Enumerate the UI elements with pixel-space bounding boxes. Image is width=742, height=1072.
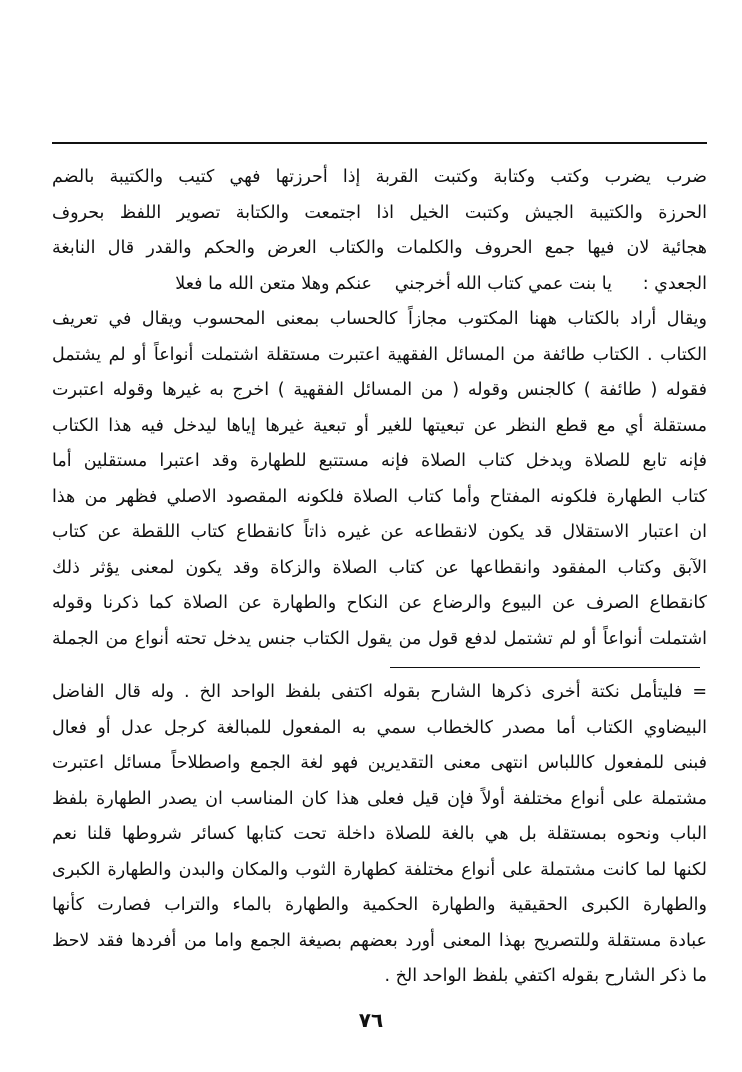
text-line: فإنه تابع للصلاة ويدخل كتاب الصلاة فإنه مستتبع للطهارة وقد اعتبرا مستقلين أما [52, 451, 707, 471]
text-line: ويقال أراد بالكتاب ههنا المكتوب مجازاً كالحساب بمعنى المحسوب ويقال في تعريف [52, 309, 707, 329]
poetry-verse [52, 267, 707, 303]
footnote-line: البيضاوي الكتاب أما مصدر كالخطاب سمي به المفعول للمبالغة كرجل عدل أو فعال [52, 717, 707, 738]
verse-hemistich-second: عنكم وهلا متعن الله ما فعلا [175, 273, 372, 294]
text-line: فقوله ( طائفة ) كالجنس وقوله ( من المسائل الفقهية ) اخرج به غيرها وقوله اعتبرت [52, 380, 707, 400]
verse-hemistich-first: يا بنت عمي كتاب الله أخرجني [394, 273, 612, 294]
footnote-line: مشتملة على أنواع مختلفة أولاً فإن قيل فعلى هذا كان المناسب ان يصدر الطهارة بلفظ [52, 788, 707, 809]
footnote-line: ما ذكر الشارح بقوله اكتفي بلفظ الواحد الخ . [384, 966, 707, 986]
text-line: كانقطاع الصرف عن البيوع والرضاع عن النكاح والطهارة عن الصلاة كما ذكرنا وقوله [52, 593, 707, 613]
text-line: هجائية لان فيها جمع الحروف والكلمات والكتاب العرض والحكم والقدر قال النابغة [52, 238, 707, 258]
text-line: كتاب الطهارة فلكونه المفتاح وأما كتاب الصلاة فلكونه المقصود الاصلي فظهر من هذا [52, 486, 707, 507]
verse-speaker: الجعدي : [642, 273, 707, 294]
footnote-line: عبادة مستقلة وللتصريح بهذا المعنى أورد بعضهم بصيغة الجمع واما من أفردها فقد لاحظ [52, 930, 707, 951]
header-rule [52, 142, 707, 144]
text-line: ان اعتبار الاستقلال قد يكون لانقطاعه عن غيره ذاتاً كانقطاع كتاب اللقطة عن كتاب [52, 522, 707, 542]
text-line: ضرب يضرب وكتب وكتابة وكتبت القربة إذا أحرزتها فهي كتيب والكتيبة بالضم [52, 167, 707, 187]
text-line: اشتملت أنواعاً أو لم تشتمل لدفع قول من يقول الكتاب جنس يدخل تحته أنواع من الجملة [52, 628, 707, 649]
footnote-separator [390, 667, 700, 668]
text-line: مستقلة أي مع قطع النظر عن تبعيتها للغير أو تبعية غيرها إياها ليدخل فيه هذا الكتاب [52, 415, 707, 436]
text-line: الكتاب . الكتاب طائفة من المسائل الفقهية اعتبرت مستقلة اشتملت أنواعاً أو لم يشتمل [52, 344, 707, 365]
text-line: الحرزة والكتيبة الجيش وكتبت الخيل اذا اجتمعت والكتابة تصوير اللفظ بحروف [52, 202, 707, 223]
footnotes-text [52, 675, 707, 995]
footnote-line: فبنى للمفعول كاللباس انتهى معنى التقديرين فهو لغة الجمع واصطلاحاً مسائل اعتبرت [52, 753, 707, 773]
footnote-line: لكنها لما كانت مشتملة على أنواع مختلفة كطهارة الثوب والمكان والبدن والطهارة الكبرى [52, 859, 707, 880]
footnote-line: الباب ونحوه بمستقلة بل هي بالغة للصلاة داخلة تحت كتابها كسائر شروطها قلنا نعم [52, 824, 707, 844]
page-number: ٧٦ [358, 1008, 384, 1032]
footnote-line: = فليتأمل نكتة أخرى ذكرها الشارح بقوله اكتفى بلفظ الواحد الخ . وله قال الفاضل [52, 682, 707, 702]
main-body-text [52, 160, 707, 657]
footnote-line: والطهارة الكبرى الحقيقية والطهارة الحكمية والطهارة بالماء والتراب فصارت كأنها [52, 895, 707, 915]
text-line: الآبق وكتاب المفقود وانقطاعها عن كتاب الصلاة والزكاة وقد يكون لمعنى يؤثر ذلك [52, 557, 707, 578]
